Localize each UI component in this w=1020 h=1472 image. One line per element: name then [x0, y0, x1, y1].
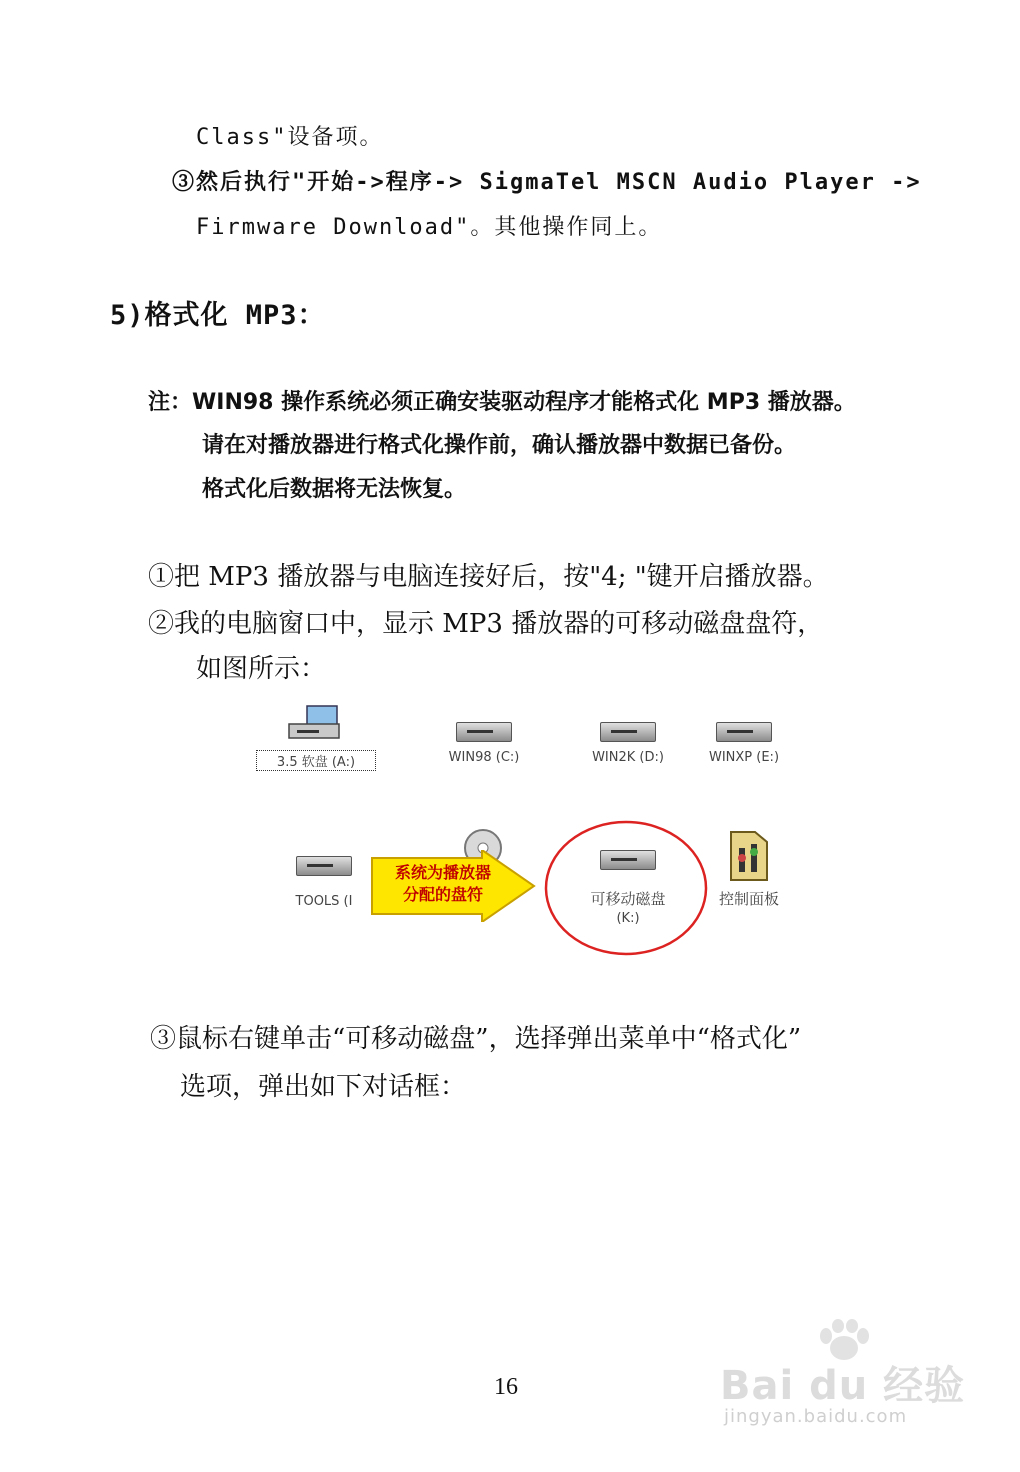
drive-label: 3.5 软盘 (A:)	[256, 750, 376, 771]
watermark-url: jingyan.baidu.com	[724, 1406, 908, 1427]
drive-label: 可移动磁盘	[590, 890, 666, 908]
step-line: 选项，弹出如下对话框：	[180, 1072, 467, 1102]
text-line: Class"设备项。	[196, 125, 384, 150]
step-line: ①把 MP3 播放器与电脑连接好后，按"4; "键开启播放器。	[148, 562, 829, 592]
control-panel-icon	[725, 828, 773, 884]
step-line: ②我的电脑窗口中，显示 MP3 播放器的可移动磁盘盘符，	[148, 609, 824, 639]
step-line: ③鼠标右键单击“可移动磁盘”，选择弹出菜单中“格式化”	[150, 1024, 802, 1054]
drive-label: TOOLS (I	[295, 894, 353, 909]
callout-text: 系统为播放器 分配的盘符	[394, 863, 491, 904]
hard-disk-icon	[296, 856, 352, 876]
note-line: 格式化后数据将无法恢复。	[202, 477, 467, 502]
drive-label: 控制面板	[718, 890, 779, 908]
hard-disk-icon	[716, 722, 772, 742]
control-panel	[706, 828, 792, 909]
my-computer-screenshot	[252, 700, 792, 970]
removable-disk-icon	[600, 850, 656, 870]
drive-label: WIN98 (C:)	[448, 750, 520, 765]
drive-label: WINXP (E:)	[708, 750, 780, 765]
text-line: Firmware Download"。其他操作同上。	[196, 215, 663, 240]
drive-c	[424, 722, 544, 765]
drive-d	[568, 722, 688, 765]
page-number: 16	[494, 1374, 518, 1400]
baidu-watermark	[720, 1318, 990, 1438]
text-line: ③然后执行"开始->程序-> SigmaTel MSCN Audio Player ->	[172, 170, 922, 195]
drive-a	[256, 704, 376, 771]
drive-tools	[276, 856, 372, 909]
step-line: 如图所示：	[196, 654, 327, 684]
floppy-drive-icon	[283, 704, 349, 742]
note-line: 请在对播放器进行格式化操作前，确认播放器中数据已备份。	[202, 433, 797, 458]
drive-sub-label: (K:)	[616, 911, 640, 926]
hard-disk-icon	[456, 722, 512, 742]
drive-removable	[570, 850, 686, 926]
note-line: 注：WIN98 操作系统必须正确安装驱动程序才能格式化 MP3 播放器。	[148, 390, 856, 415]
watermark-brand: Bai du 经验	[720, 1363, 966, 1409]
drive-label: WIN2K (D:)	[592, 750, 664, 765]
section-heading: 5)格式化 MP3：	[110, 300, 326, 331]
hard-disk-icon	[600, 722, 656, 742]
drive-e	[696, 722, 792, 765]
